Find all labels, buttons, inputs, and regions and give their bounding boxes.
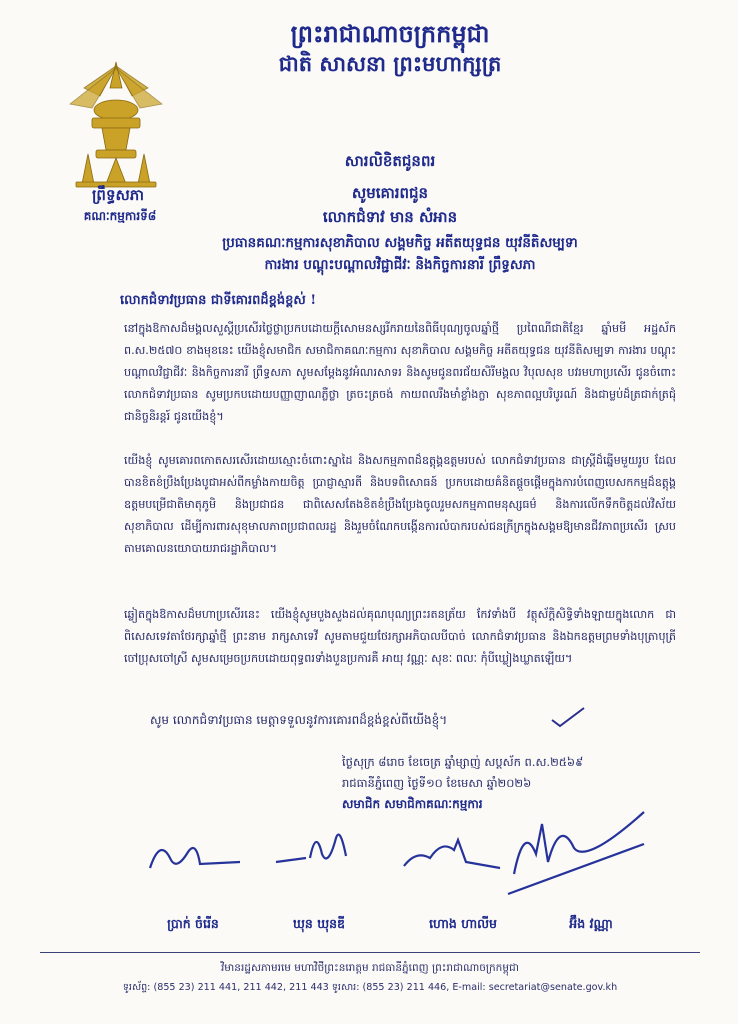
letter-type: សារលិខិតជូនពរ <box>344 152 436 170</box>
signatory-name: ហោង ហាលីម <box>429 916 497 931</box>
footer-divider <box>40 952 700 953</box>
closing-line: សូម លោកជំទាវប្រធាន មេត្តាទទួលនូវការគោរពដ៏ខ្ពង់ខ្ពស់ពីយើងខ្ញុំ។ <box>150 713 448 727</box>
kingdom-title: ព្រះរាជាណាចក្រកម្ពុជា <box>290 19 490 48</box>
paragraph-appreciation: យើងខ្ញុំ សូមគោរពកោតសរសើរដោយស្មោះចំពោះស្នាដៃ និងសកម្មភាពដ៏ឧត្តុង្គឧត្តមរបស់ លោកជំទាវប្រធាន ជាស្ត្រីដ៏ឆ្នើមមួយរូប ដែលបានខិតខំប្រឹងប្រែងបូជាអស់ពីកម្លាំងកាយចិត្ត ប្រាជ្ញាស្មារតី និងបទពិសោធន៍ ប្រកបដោយគំនិតផ្តួចផ្តើមក្នុងការបំពេញបេសកកម្មដ៏ឧត្តុង្គឧត្តមបម្រើជាតិមាតុភូមិ និងប្រជាជន ជាពិសេសតែងខិតខំប្រឹងប្រែងចូលរួមសកម្មភាពមនុស្សធម៌ និងការលើកទឹកចិត្តដល់វិស័យសុខាភិបាល ដើម្បីការពារសុខុមាលភាពប្រជាពលរដ្ឋ និងរួមចំណែកបង្កើនការលំបាករបស់ជនក្រីក្រក្នុងសង្គមឱ្យមានជីវភាពប្រសើរ ស្របតាមគោលនយោបាយរាជរដ្ឋាភិបាល។ <box>124 454 676 555</box>
recipient-position <box>120 232 680 276</box>
senate-name: ព្រឹទ្ធសភា <box>91 186 145 204</box>
respectfully-to: សូមគោរពជូន <box>351 184 429 202</box>
signatory-title: សមាជិក សមាជិកាគណៈកម្មការ <box>342 797 483 811</box>
salutation: លោកជំទាវប្រធាន ជាទីគោរពដ៏ខ្ពង់ខ្ពស់ ! <box>120 293 317 308</box>
footer-contact: ទូរស័ព្ទ: (855 23) 211 441, 211 442, 211 443 ទូរសារ: (855 23) 211 446, E-mail: secretariat@senate.gov.kh <box>122 982 618 993</box>
recipient-name: លោកជំទាវ មាន សំអាន <box>322 208 458 226</box>
signature-1 <box>140 828 250 888</box>
signature-2 <box>266 818 376 878</box>
letterhead <box>170 18 610 78</box>
footer-address: វិមានរដ្ឋសភាមរមេ មហាវិថីព្រះនរោត្តម រាជធានីភ្នំពេញ ព្រះរាជាណាចក្រកម្ពុជា <box>220 962 520 974</box>
signatory-name: ឃុន ឃុនឌី <box>293 916 345 931</box>
position-line: ការងារ បណ្តុះបណ្តាលវិជ្ជាជីវៈ និងកិច្ចការនារី ព្រឹទ្ធសភា <box>264 257 536 273</box>
lunar-date: ថ្ងៃសុក្រ ៨រោច ខែចេត្រ ឆ្នាំម្សាញ់ សប្តស័ក ព.ស.២៥៦៩ <box>342 755 584 769</box>
signatory-name: ប្រាក់ ចំរើន <box>167 916 219 931</box>
national-motto: ជាតិ សាសនា ព្រះមហាក្សត្រ <box>278 51 502 76</box>
solar-date: រាជធានីភ្នំពេញ ថ្ងៃទី១០ ខែមេសា ឆ្នាំ២០២៦ <box>342 776 532 790</box>
position-line: ប្រធានគណៈកម្មការសុខាភិបាល សង្គមកិច្ច អតីតយុទ្ធជន យុវនីតិសម្បទា <box>222 235 578 251</box>
signature-4 <box>494 804 654 904</box>
signature-3 <box>396 820 506 884</box>
handwritten-check-mark <box>548 704 588 730</box>
paragraph-new-year-wishes: នៅក្នុងឱកាសដ៏មង្គលសួស្តីប្រសើរថ្លៃថ្លាប្រកបដោយក្តីសោមនស្សរីករាយនៃពិធីបុណ្យចូលឆ្នាំថ្មី ប្រពៃណីជាតិខ្មែរ ឆ្នាំមមី អដ្ឋស័ក ព.ស.២៥៧០ ខាងមុខនេះ យើងខ្ញុំសមាជិក សមាជិកាគណៈកម្មការ សុខាភិបាល សង្គមកិច្ច អតីតយុទ្ធជន យុវនីតិសម្បទា ការងារ បណ្តុះបណ្តាលវិជ្ជាជីវៈ និងកិច្ចការនារី ព្រឹទ្ធសភា សូមសម្តែងនូវអំណរសាទរ និងសូមជូនពរជ័យសិរីមង្គល វិបុលសុខ បវរមហាប្រសើរ ជូនចំពោះ លោកជំទាវប្រធាន សូមប្រកបដោយបញ្ញាញាណភ្លឺថ្លា ត្រចះត្រចង់ កាយពលរឹងមាំខ្លាំងក្លា សុខភាពល្អបរិបូរណ៍ និងជាម្លប់ដ៏ត្រជាក់ត្រជុំ ជានិច្ចនិរន្តរ៍ ជូនយើងខ្ញុំ។ <box>124 322 676 423</box>
paragraph-blessings: ឆ្លៀតក្នុងឱកាសដ៏មហាប្រសើរនេះ យើងខ្ញុំសូមបួងសួងដល់គុណបុណ្យព្រះរតនត្រ័យ កែវទាំងបី វត្ថុស័ក្តិសិទ្ធិទាំងឡាយក្នុងលោក ជាពិសេសទេវតាថែរក្សាឆ្នាំថ្មី ព្រះនាម រាក្សសាទេវី សូមតាមជួយថែរក្សាអភិបាលបីបាច់ លោកជំទាវប្រធាន និងឯកឧត្តមព្រមទាំងបុត្រាបុត្រី ចៅប្រុសចៅស្រី សូមសម្រេចប្រកបដោយពុទ្ធពរទាំងបួនប្រការគឺ អាយុ វណ្ណៈ សុខៈ ពលៈ កុំបីឃ្លៀងឃ្លាតឡើយ។ <box>124 608 676 665</box>
commission-name: គណៈកម្មការទី៨ <box>83 209 157 223</box>
signatory-name: អ៊ឹង វណ្ណា <box>569 916 613 931</box>
